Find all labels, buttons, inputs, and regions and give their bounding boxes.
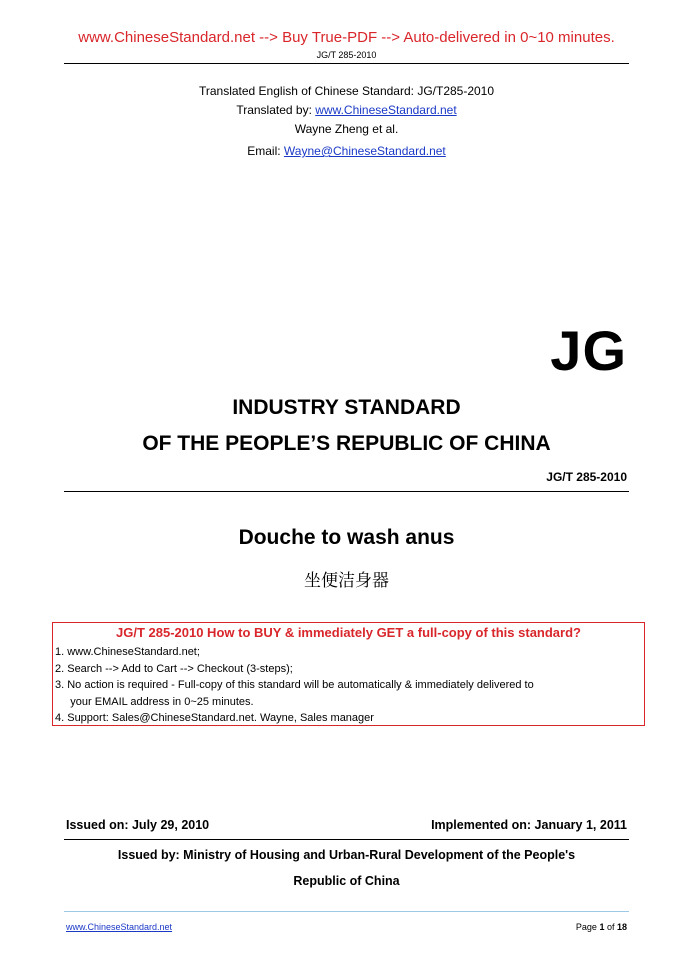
top-banner[interactable]: www.ChineseStandard.net --> Buy True-PDF --> Auto-delivered in 0~10 minutes. [78, 29, 615, 46]
issuer-line-2: Republic of China [293, 874, 400, 888]
page-current: 1 [599, 922, 605, 932]
buy-step-2: 2. Search --> Add to Cart --> Checkout (3-steps); [55, 662, 293, 675]
issuer-line-1: Issued by: Ministry of Housing and Urban-Rural Development of the People's [117, 848, 576, 862]
page-total: 18 [616, 922, 627, 932]
implemented-date: Implemented on: January 1, 2011 [431, 818, 627, 832]
footer-link[interactable]: www.ChineseStandard.net [66, 922, 173, 932]
page-label: Page [575, 922, 600, 932]
buy-step-1[interactable]: 1. www.ChineseStandard.net; [55, 646, 200, 658]
cover-standard-number: JG/T 285-2010 [546, 470, 627, 484]
dates-rule [64, 839, 629, 840]
email-line [0, 144, 693, 158]
title-rule [64, 491, 629, 492]
page-indicator [576, 922, 627, 932]
buy-box [52, 622, 645, 726]
standard-code-logo: JG [550, 319, 627, 382]
translated-by-label: Translated by: [236, 103, 316, 117]
title-line-1: INDUSTRY STANDARD [232, 396, 461, 419]
translators: Wayne Zheng et al. [294, 122, 399, 136]
header-rule [64, 63, 629, 64]
buy-step-3-cont: your EMAIL address in 0~25 minutes. [55, 695, 254, 708]
email-label: Email: [247, 144, 284, 158]
translation-line: Translated English of Chinese Standard: JG/T285-2010 [198, 84, 495, 98]
page-of: of [604, 922, 617, 932]
title-line-2: OF THE PEOPLE’S REPUBLIC OF CHINA [142, 432, 551, 455]
buy-list [55, 644, 534, 727]
translated-by [0, 103, 693, 117]
buy-step-3: 3. No action is required - Full-copy of this standard will be automatically & immediately delivered to [55, 679, 534, 691]
footer-rule [64, 911, 629, 912]
translated-by-link[interactable]: www.ChineseStandard.net [315, 103, 457, 117]
document-title: Douche to wash anus [238, 526, 455, 549]
header-standard-number: JG/T 285-2010 [316, 50, 377, 60]
buy-step-4: 4. Support: Sales@ChineseStandard.net. Wayne, Sales manager [55, 712, 374, 724]
issued-date: Issued on: July 29, 2010 [66, 818, 210, 832]
email-link[interactable]: Wayne@ChineseStandard.net [283, 144, 446, 158]
document-title-chinese: 坐便洁身器 [304, 571, 389, 591]
buy-heading: JG/T 285-2010 How to BUY & immediately GET a full-copy of this standard? [116, 625, 581, 640]
